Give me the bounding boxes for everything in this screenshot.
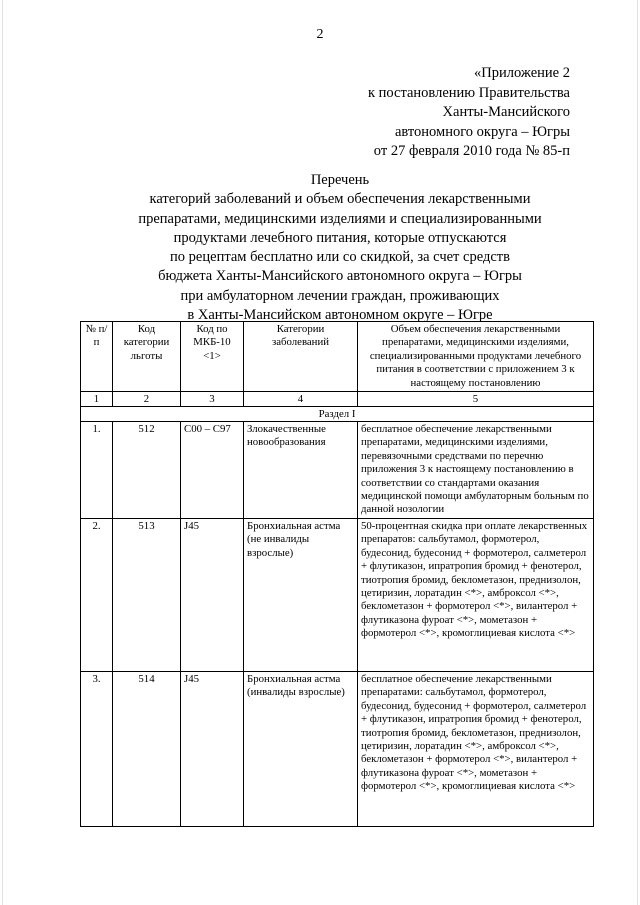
table-header-row	[81, 322, 594, 392]
column-number: 5	[358, 392, 594, 407]
row-volume: 50-процентная скидка при оплате лекарственных препаратов: сальбутамол, формотерол, будесонид, будесонид + формотерол, салметерол + флутиказон, ипратропия бромид + фенотерол, тиотропия бромид, беклометазон, преднизолон, цетиризин, лоратадин <*>, амброксол <*>, беклометазон + формотерол <*>, вилантерол + флутиказона фуроат <*>, мометазон + формотерол <*>, кромоглициевая кислота <*>	[358, 518, 594, 671]
appendix-header	[330, 64, 570, 162]
column-number: 4	[244, 392, 358, 407]
page-number: 2	[316, 27, 324, 42]
appendix-line: Ханты-Мансийского	[442, 104, 570, 120]
header-mkb: Код по МКБ-10 <1>	[181, 322, 244, 392]
row-mkb: J45	[181, 671, 244, 826]
appendix-line: к постановлению Правительства	[368, 84, 570, 101]
row-num: 2.	[81, 518, 113, 671]
row-category: Злокачественные новообразования	[244, 422, 358, 519]
column-number: 1	[81, 392, 113, 407]
title-line: при амбулаторном лечении граждан, проживающих	[180, 287, 500, 304]
row-volume: бесплатное обеспечение лекарственными препаратами: сальбутамол, формотерол, будесонид, будесонид + формотерол, салметерол + флутиказон, ипратропия бромид + фенотерол, тиотропия бромид, беклометазон, преднизолон, цетиризин, лоратадин <*>, амброксол <*>, беклометазон + формотерол <*>, вилантерол + флутиказона фуроат <*>, мометазон + формотерол <*>, кромоглициевая кислота <*>	[358, 671, 594, 826]
title-line: продуктами лечебного питания, которые отпускаются	[173, 229, 507, 246]
row-num: 1.	[81, 422, 113, 519]
row-category: Бронхиальная астма (не инвалиды взрослые)	[244, 518, 358, 671]
row-category: Бронхиальная астма (инвалиды взрослые)	[244, 671, 358, 826]
title-line: препаратами, медицинскими изделиями и специализированными	[138, 210, 542, 227]
title-line: бюджета Ханты-Мансийского автономного округа – Югры	[158, 268, 522, 285]
title-line: Перечень	[310, 172, 370, 188]
appendix-line: «Приложение 2	[474, 65, 570, 81]
appendix-line: от 27 февраля 2010 года № 85-п	[373, 143, 570, 159]
column-number-row	[81, 392, 594, 407]
header-code: Код категории льготы	[113, 322, 181, 392]
title-line: категорий заболеваний и объем обеспечения лекарственными	[149, 191, 531, 208]
table-row	[81, 518, 594, 671]
scan-edge-right	[637, 0, 638, 905]
row-volume: бесплатное обеспечение лекарственными препаратами, медицинскими изделиями, перевязочными средствами по перечню приложения 3 к настоящему постановлению в соответствии со стандартами оказания медицинской помощи амбулаторным больным по данной нозологии	[358, 422, 594, 519]
row-code: 514	[113, 671, 181, 826]
section-title: Раздел I	[81, 407, 594, 422]
header-volume: Объем обеспечения лекарственными препаратами, медицинскими изделиями, специализированными продуктами лечебного питания в соответствии с приложением 3 к настоящему постановлению	[358, 322, 594, 392]
table-row	[81, 422, 594, 519]
appendix-line: автономного округа – Югры	[394, 123, 570, 140]
title-line: в Ханты-Мансийском автономном округе – Югре	[187, 307, 493, 324]
column-number: 2	[113, 392, 181, 407]
title-line: по рецептам бесплатно или со скидкой, за счет средств	[170, 249, 510, 266]
row-code: 512	[113, 422, 181, 519]
row-mkb: J45	[181, 518, 244, 671]
section-row	[81, 407, 594, 422]
document-title	[90, 171, 590, 325]
row-code: 513	[113, 518, 181, 671]
column-number: 3	[181, 392, 244, 407]
table-row	[81, 671, 594, 826]
row-num: 3.	[81, 671, 113, 826]
scan-edge-left	[2, 0, 3, 905]
row-mkb: C00 – C97	[181, 422, 244, 519]
header-num: № п/п	[81, 322, 113, 392]
disease-category-table	[80, 321, 594, 827]
header-category: Категории заболеваний	[244, 322, 358, 392]
